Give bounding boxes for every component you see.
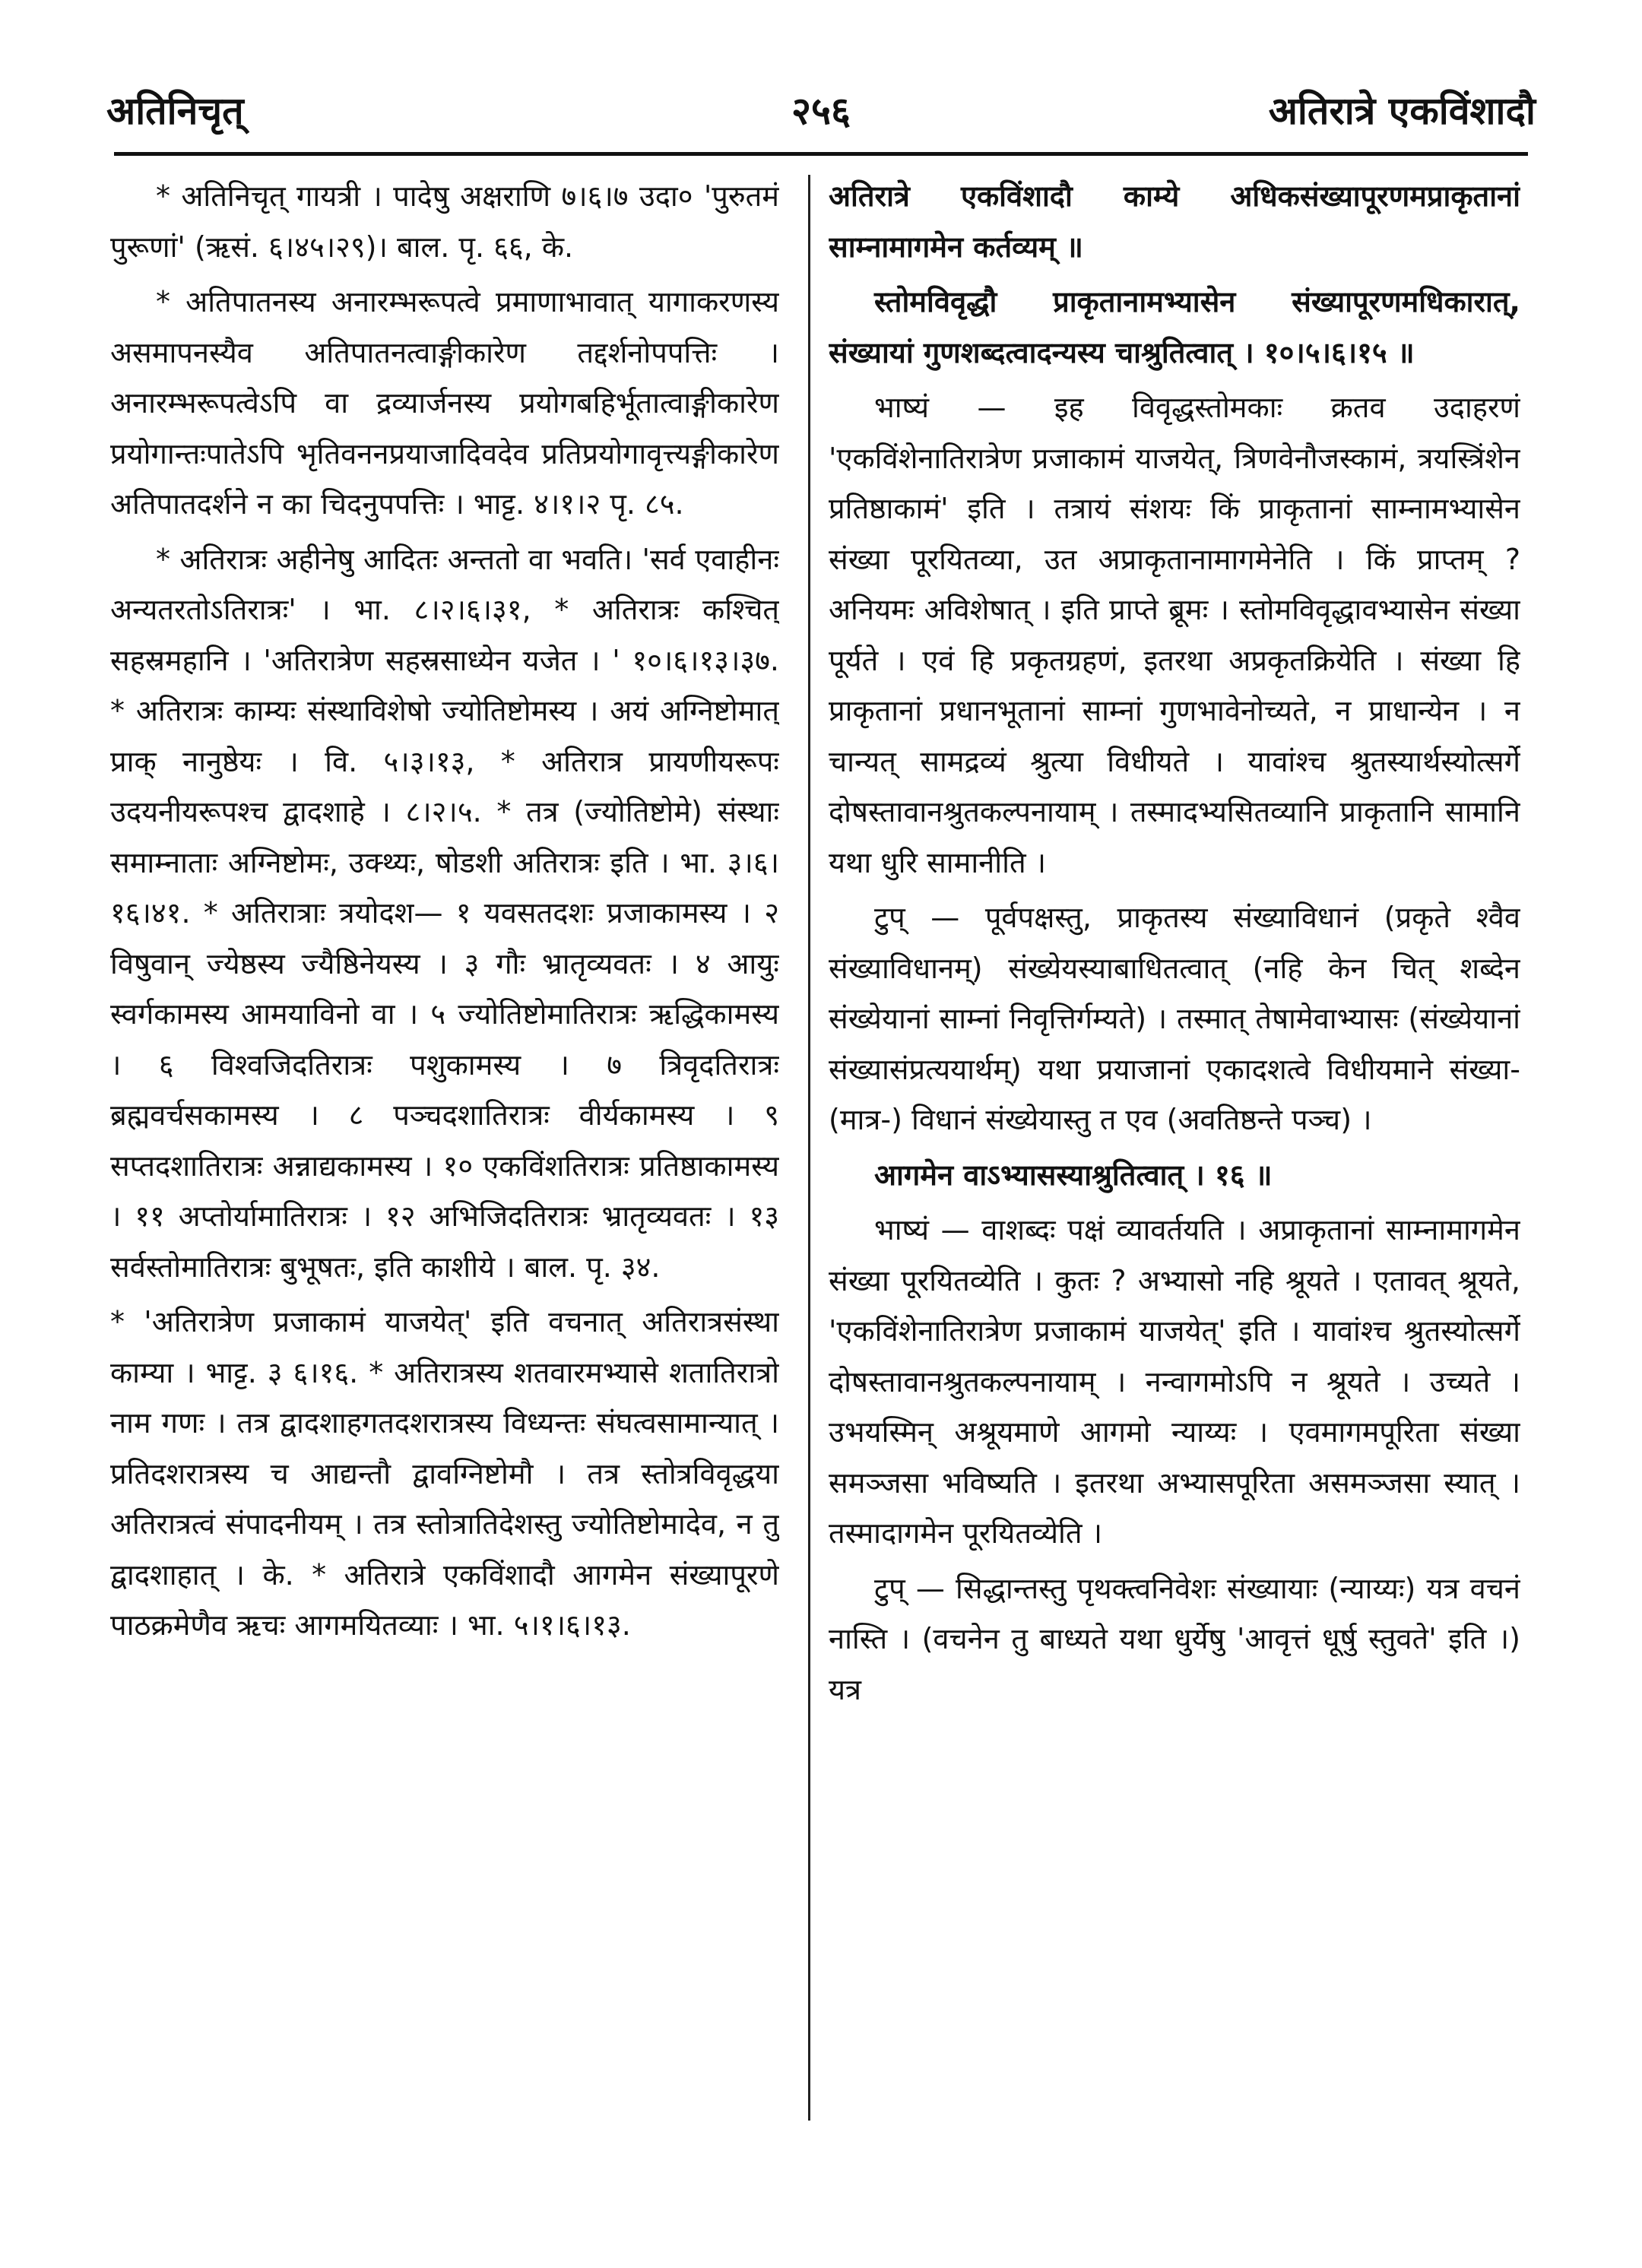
tup-siddhanta: टुप् — सिद्धान्तस्तु पृथक्त्वनिवेशः संख्यायाः (न्याय्यः) यत्र वचनं नास्ति । (वचनेन तु बाध्यते यथा धुर्येषु 'आवृत्तं धूर्षु स्तुवते' इति ।) यत्र	[829, 1571, 1520, 1706]
bhashya-15: भाष्यं — इह विवृद्धस्तोमकाः क्रतव उदाहरणं 'एकविंशेनातिरात्रेण प्रजाकामं याजयेत्, त्रिणवेनौजस्कामं, त्रयस्त्रिंशेन प्रतिष्ठाकामं' इति । तत्रायं संशयः किं प्राकृतानां साम्नामभ्यासेन संख्या पूरयितव्या, उत अप्राकृतानामागमेनेति । किं प्राप्तम् ? अनियमः अविशेषात् । इति प्राप्ते ब्रूमः । स्तोमविवृद्धावभ्यासेन संख्या पूर्यते । एवं हि प्रकृतग्रहणं, इतरथा अप्रकृतक्रियेति । संख्या हि प्राकृतानां प्रधानभूतानां साम्नां गुणभावेनोच्यते, न प्राधान्येन । न चान्यत् सामद्रव्यं श्रुत्या विधीयते । यावांश्च श्रुतस्यार्थस्योत्सर्गे दोषस्तावानश्रुतकल्पनायाम् । तस्मादभ्यसितव्यानि प्राकृतानि सामानि यथा धुरि सामानीति ।	[829, 391, 1520, 879]
header-rule	[114, 152, 1528, 156]
entry-atiratra-continued: * 'अतिरात्रेण प्रजाकामं याजयेत्' इति वचनात् अतिरात्रसंस्था काम्या । भाट्ट. ३ ६।१६. * अतिरात्रस्य शतवारमभ्यासे शतातिरात्रो नाम गणः । तत्र द्वादशाहगतदशरात्रस्य विध्यन्तः संघत्वसामान्यात् । प्रतिदशरात्रस्य च आद्यन्तौ द्वावग्निष्टोमौ । तत्र स्तोत्रविवृद्धया अतिरात्रत्वं संपादनीयम् । तत्र स्तोत्रातिदेशस्तु ज्योतिष्टोमादेव, न तु द्वादशाहात् । के. * अतिरात्रे एकविंशादौ आगमेन संख्यापूरणे पाठक्रमेणैव ऋचः आगमयितव्याः । भा. ५।१।६।१३.	[110, 1305, 779, 1642]
header-right-keyword: अतिरात्रे एकविंशादौ	[1268, 89, 1536, 133]
bhashya-16: भाष्यं — वाशब्दः पक्षं व्यावर्तयति । अप्राकृतानां साम्नामागमेन संख्या पूरयितव्येति । कुतः ? अभ्यासो नहि श्रूयते । एतावत् श्रूयते, 'एकविंशेनातिरात्रेण प्रजाकामं याजयेत्' इति । यावांश्च श्रुतस्योत्सर्गे दोषस्तावानश्रुतकल्पनायाम् । नन्वागमोऽपि न श्रूयते । उच्यते । उभयस्मिन् अश्रूयमाणे आगमो न्याय्यः । एवमागमपूरिता संख्या समञ्जसा भविष्यति । इतरथा अभ्यासपूरिता असमञ्जसा स्यात् । तस्मादागमेन पूरयितव्येति ।	[829, 1213, 1520, 1550]
header-left-keyword: अतिनिचृत्	[106, 89, 244, 133]
entry-atipatana: * अतिपातनस्य अनारम्भरूपत्वे प्रमाणाभावात् यागाकरणस्य असमापनस्यैव अतिपातनत्वाङ्गीकारेण तद्दर्शनोपपत्तिः । अनारम्भरूपत्वेऽपि वा द्रव्यार्जनस्य प्रयोगबहिर्भूतात्वाङ्गीकारेण प्रयोगान्तःपातेऽपि भृतिवननप्रयाजादिवदेव प्रतिप्रयोगावृत्त्यङ्गीकारेण अतिपातदर्शने न का चिदनुपपत्तिः । भाट्ट. ४।१।२ पृ. ८५.	[110, 285, 779, 521]
adhikarana-heading: अतिरात्रे एकविंशादौ काम्ये अधिकसंख्यापूरणमप्राकृतानां साम्नामागमेन कर्तव्यम् ॥	[829, 179, 1520, 264]
column-divider	[808, 175, 810, 2121]
entry-atinichrit: * अतिनिचृत् गायत्री । पादेषु अक्षराणि ७।६।७ उदा० 'पुरुतमं पुरूणां' (ऋसं. ६।४५।२९)। बाल. पृ. ६६, के.	[110, 179, 779, 264]
entry-atiratra: * अतिरात्रः अहीनेषु आदितः अन्ततो वा भवति। 'सर्व एवाहीनः अन्यतरतोऽतिरात्रः' । भा. ८।२।६।३१, * अतिरात्रः कश्चित् सहस्रमहानि । 'अतिरात्रेण सहस्रसाध्येन यजेत । ' १०।६।१३।३७. * अतिरात्रः काम्यः संस्थाविशेषो ज्योतिष्टोमस्य । अयं अग्निष्टोमात् प्राक् नानुष्ठेयः । वि. ५।३।१३, * अतिरात्र प्रायणीयरूपः उदयनीयरूपश्च द्वादशाहे । ८।२।५. * तत्र (ज्योतिष्टोमे) संस्थाः समाम्नाताः अग्निष्टोमः, उक्थ्यः, षोडशी अतिरात्रः इति । भा. ३।६।१६।४१. * अतिरात्राः त्रयोदश— १ यवसतदशः प्रजाकामस्य । २ विषुवान् ज्येष्ठस्य ज्यैष्ठिनेयस्य । ३ गौः भ्रातृव्यवतः । ४ आयुः स्वर्गकामस्य आमयाविनो वा । ५ ज्योतिष्टोमातिरात्रः ऋद्धिकामस्य । ६ विश्वजिदतिरात्रः पशुकामस्य । ७ त्रिवृदतिरात्रः ब्रह्मवर्चसकामस्य । ८ पञ्चदशातिरात्रः वीर्यकामस्य । ९ सप्तदशातिरात्रः अन्नाद्यकामस्य । १० एकविंशतिरात्रः प्रतिष्ठाकामस्य । ११ अप्तोर्यामातिरात्रः । १२ अभिजिदतिरात्रः भ्रातृव्यवतः । १३ सर्वस्तोमातिरात्रः बुभूषतः, इति काशीये । बाल. पृ. ३४.	[110, 542, 779, 1284]
page-header	[106, 76, 1536, 144]
left-column	[110, 171, 779, 2147]
page-number: २५६	[791, 89, 851, 133]
right-column	[829, 171, 1520, 2147]
sutra-15: स्तोमविवृद्धौ प्राकृतानामभ्यासेन संख्यापूरणमधिकारात्, संख्यायां गुणशब्दत्वादन्यस्य चाश्रुतित्वात् । १०।५।६।१५ ॥	[829, 285, 1520, 369]
tup-purvapaksha: टुप् — पूर्वपक्षस्तु, प्राकृतस्य संख्याविधानं (प्रकृते श्वैव संख्याविधानम्) संख्येयस्याबाधितत्वात् (नहि केन चित् शब्देन संख्येयानां साम्नां निवृत्तिर्गम्यते) । तस्मात् तेषामेवाभ्यासः (संख्येयानां संख्यासंप्रत्ययार्थम्) यथा प्रयाजानां एकादशत्वे विधीयमाने संख्या- (मात्र-) विधानं संख्येयास्तु त एव (अवतिष्ठन्ते पञ्च) ।	[829, 901, 1520, 1136]
sutra-16: आगमेन वाऽभ्यासस्याश्रुतित्वात् । १६ ॥	[874, 1158, 1273, 1192]
